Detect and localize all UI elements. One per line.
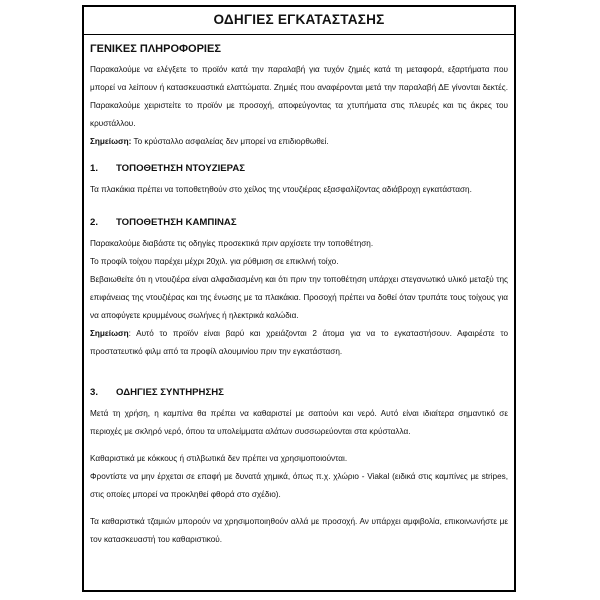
section-2-number: 2. — [90, 217, 99, 228]
section-2-paragraph-3: Βεβαιωθείτε ότι η ντουζιέρα είναι αλφαδιασμένη και ότι πριν την τοποθέτηση υπάρχει στεγανωτικό υλικό μεταξύ της επιφάνειας της ντουζιέρας και της ένωσης με τα πλακάκια. Προσοχή πρέπει να δοθεί όταν τρυπάτε τους τοίχους για να αποφύγετε κρυμμένους σωλήνες ή ηλεκτρικά καλώδια. — [90, 275, 508, 320]
section-3-paragraph-2: Καθαριστικά με κόκκους ή στιλβωτικά δεν πρέπει να χρησιμοποιούνται. — [90, 454, 348, 463]
general-info-heading: ΓΕΝΙΚΕΣ ΠΛΗΡΟΦΟΡΙΕΣ — [90, 43, 221, 55]
section-2-title: ΤΟΠΟΘΕΤΗΣΗ ΚΑΜΠΙΝΑΣ — [116, 217, 237, 228]
section-2-paragraph-1: Παρακαλούμε διαβάστε τις οδηγίες προσεκτικά πριν αρχίσετε την τοποθέτηση. — [90, 239, 374, 248]
section-1-number: 1. — [90, 163, 99, 174]
note-text: Το κρύσταλλο ασφαλείας δεν μπορεί να επιδιορθωθεί. — [131, 137, 329, 146]
section-1-heading — [90, 163, 508, 174]
section-3-title: ΟΔΗΓΙΕΣ ΣΥΝΤΗΡΗΣΗΣ — [116, 387, 224, 398]
general-info-paragraph: Παρακαλούμε να ελέγξετε το προϊόν κατά την παραλαβή για τυχόν ζημιές κατά τη μεταφορά, εξαρτήματα που μπορεί να λείπουν ή κατασκευαστικά ελαττώματα. Ζημιές που αναφέρονται μετά την παραλαβή ΔΕ γίνονται δεκτές. Παρακαλούμε χειριστείτε το προϊόν με προσοχή, αποφεύγοντας τα χτυπήματα στις πλευρές και τις άκρες του κρυστάλλου. — [90, 65, 508, 128]
general-info-note — [90, 133, 508, 151]
section-3-number: 3. — [90, 387, 99, 398]
document-title: ΟΔΗΓΙΕΣ ΕΓΚΑΤΑΣΤΑΣΗΣ — [213, 12, 385, 27]
section-3-paragraph-4: Τα καθαριστικά τζαμιών μπορούν να χρησιμοποιηθούν αλλά με προσοχή. Αν υπάρχει αμφιβολία, επικοινωνήστε με τον κατασκευαστή του καθαριστικού. — [90, 517, 508, 544]
section-3-paragraph-1: Μετά τη χρήση, η καμπίνα θα πρέπει να καθαριστεί με σαπούνι και νερό. Αυτό είναι ιδιαίτερα σημαντικό σε περιοχές με σκληρό νερό, όπου τα υπολείμματα αλάτων συσσωρεύονται στα κρύσταλλα. — [90, 409, 508, 436]
section-2-paragraph-2: Το προφίλ τοίχου παρέχει μέχρι 20χιλ. για ρύθμιση σε επικλινή τοίχο. — [90, 257, 339, 266]
section-3-heading — [90, 387, 508, 398]
title-divider — [84, 34, 514, 35]
note-label: Σημείωση — [90, 329, 129, 338]
section-1-paragraph: Τα πλακάκια πρέπει να τοποθετηθούν στο χείλος της ντουζιέρας εξασφαλίζοντας αδιάβροχη εγκατάσταση. — [90, 185, 472, 194]
section-3-paragraph-3: Φροντίστε να μην έρχεται σε επαφή με δυνατά χημικά, όπως π.χ. χλώριο - Viakal (ειδικά στις καμπίνες με stripes, στις οποίες μπορεί να προκληθεί φθορά στο σχέδιο). — [90, 472, 508, 499]
section-2-note — [90, 325, 508, 361]
note-label: Σημείωση: — [90, 137, 132, 146]
note-text: : Αυτό το προϊόν είναι βαρύ και χρειάζονται 2 άτομα για να το εγκαταστήσουν. Αφαιρέστε το προστατευτικό φιλμ από τα προφίλ αλουμινίου πριν την εγκατάσταση. — [90, 329, 508, 356]
instruction-sheet — [82, 5, 516, 592]
section-2-heading — [90, 217, 508, 228]
section-1-title: ΤΟΠΟΘΕΤΗΣΗ ΝΤΟΥΖΙΕΡΑΣ — [116, 163, 246, 174]
